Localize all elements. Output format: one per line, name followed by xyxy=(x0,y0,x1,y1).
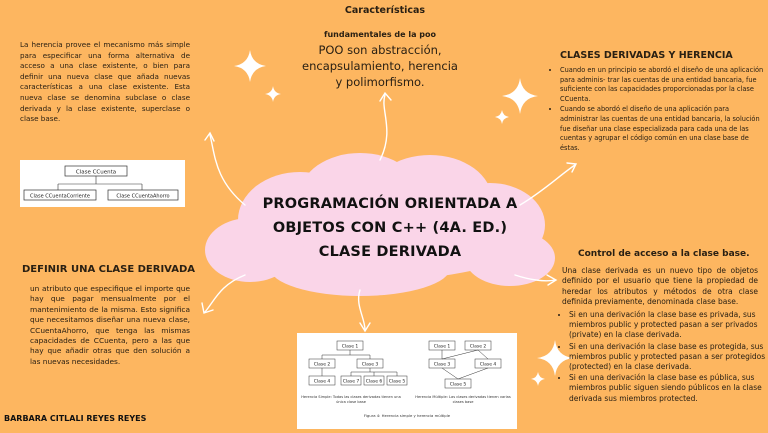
box-label: Clase 2 xyxy=(469,344,487,350)
box-label: Clase 4 xyxy=(479,362,497,368)
sparkle-icon xyxy=(502,78,538,114)
box-label: Clase 5 xyxy=(449,382,467,388)
child1-class-label: Clase CCuentaCorriente xyxy=(30,193,90,200)
center-title-line2: OBJETOS CON C++ (4A. ED.) xyxy=(272,220,508,236)
arrow-bottom xyxy=(359,290,365,330)
arrow-top xyxy=(380,95,387,160)
right-bottom-list xyxy=(560,310,767,405)
box-label: Clase 6 xyxy=(365,379,383,385)
right-bottom-intro: Una clase derivada es un nuevo tipo de objetos definido por el usuario que tiene la propiedad de heredar los atributos y métodos de otra clase definida previamente, denominada clase base. xyxy=(562,266,758,307)
figure-caption: Figura 4: Herencia simple y herencia múltiple xyxy=(363,413,451,418)
left-inheritance-figure xyxy=(20,160,185,207)
right-top-heading: CLASES DERIVADAS Y HERENCIA xyxy=(560,50,733,61)
sparkle-icon xyxy=(234,50,266,82)
box-label: Clase 4 xyxy=(313,379,331,385)
box-label: Clase 1 xyxy=(433,344,451,350)
list-item: • Cuando se abordó el diseño de una aplicación para administrar las cuentas de una entidad bancaria, la solución fue diseñar una clase especializada para cada una de las cuentas y agrupar el código común en una clase base de éstas. xyxy=(560,105,768,153)
list-item: • Si en una derivación la clase base es protegida, sus miembros public y protected pasan a ser protegidos (protected) en la clase derivada. xyxy=(569,342,767,373)
top-heading xyxy=(320,4,450,17)
arrow-left-top xyxy=(210,135,245,205)
box-label: Clase 3 xyxy=(433,362,451,368)
arrow-top-head xyxy=(380,93,391,101)
list-item: • Si en una derivación la clase base es pública, sus miembros public siguen siendo públicos en la clase derivada sus miembros protected. xyxy=(569,373,767,404)
center-title-line1: PROGRAMACIÓN ORIENTADA A xyxy=(262,196,518,212)
right-bottom-heading: Control de acceso a la clase base. xyxy=(578,249,750,259)
box-label: Clase 1 xyxy=(341,344,359,350)
multiple-inheritance-caption: Herencia Múltiple: Las clases derivadas tienen varias clases base xyxy=(415,395,511,404)
box-label: Clase 7 xyxy=(342,379,360,385)
right-top-list xyxy=(552,66,768,154)
arrow-right-top xyxy=(520,165,575,205)
list-item: • Si en una derivación la clase base es privada, sus miembros public y protected pasan a ser privados (private) en la clase derivada. xyxy=(569,310,767,341)
simple-inheritance-caption: Herencia Simple: Todas las clases derivadas tienen una única clase base xyxy=(301,395,401,404)
box-label: Clase 2 xyxy=(313,362,331,368)
top-text: POO son abstracción, encapsulamiento, herencia y polimorfismo. xyxy=(302,43,458,89)
arrow-left-top-head xyxy=(205,133,214,141)
top-heading-line2: fundamentales de la poo xyxy=(324,30,436,39)
sparkle-icon xyxy=(265,86,281,102)
top-heading-line1: Características xyxy=(344,5,426,16)
left-bottom-heading: DEFINIR UNA CLASE DERIVADA xyxy=(22,264,196,275)
center-title-line3: CLASE DERIVADA xyxy=(318,244,462,260)
bottom-inheritance-figure xyxy=(297,333,517,429)
child2-class-label: Clase CCuentaAhorro xyxy=(116,193,170,200)
center-title xyxy=(255,192,525,264)
box-label: Clase 5 xyxy=(388,379,406,385)
sparkle-icon xyxy=(495,110,509,124)
list-item: • Cuando en un principio se abordó el diseño de una aplicación para adminis- trar las cuentas de una entidad bancaria, fue suficiente con las capacidades proporcionadas por la clase CCuenta. xyxy=(560,66,768,104)
box-label: Clase 3 xyxy=(361,362,379,368)
sparkle-icon xyxy=(531,372,545,386)
base-class-label: Clase CCuenta xyxy=(75,169,117,176)
left-bottom-text: un atributo que especifique el importe que hay que pagar mensualmente por el mantenimiento de la misma. Esto significa que necesitamos diseñar una nueva clase, CCuentaAhorro, que tenga las mismas capacidades de CCuenta, pero a las que hay que añadir otras que den solución a las nuevas necesidades. xyxy=(30,284,190,366)
left-top-text: La herencia provee el mecanismo más simple para especificar una forma alternativa de acceso a una clase existente, o bien para definir una nueva clase que añada nuevas características a una clase existente. Esta nueva clase se denomina subclase o clase derivada y la clase existente, superclase o clase base. xyxy=(20,40,190,124)
author-name: BARBARA CITLALI REYES REYES xyxy=(4,414,147,423)
